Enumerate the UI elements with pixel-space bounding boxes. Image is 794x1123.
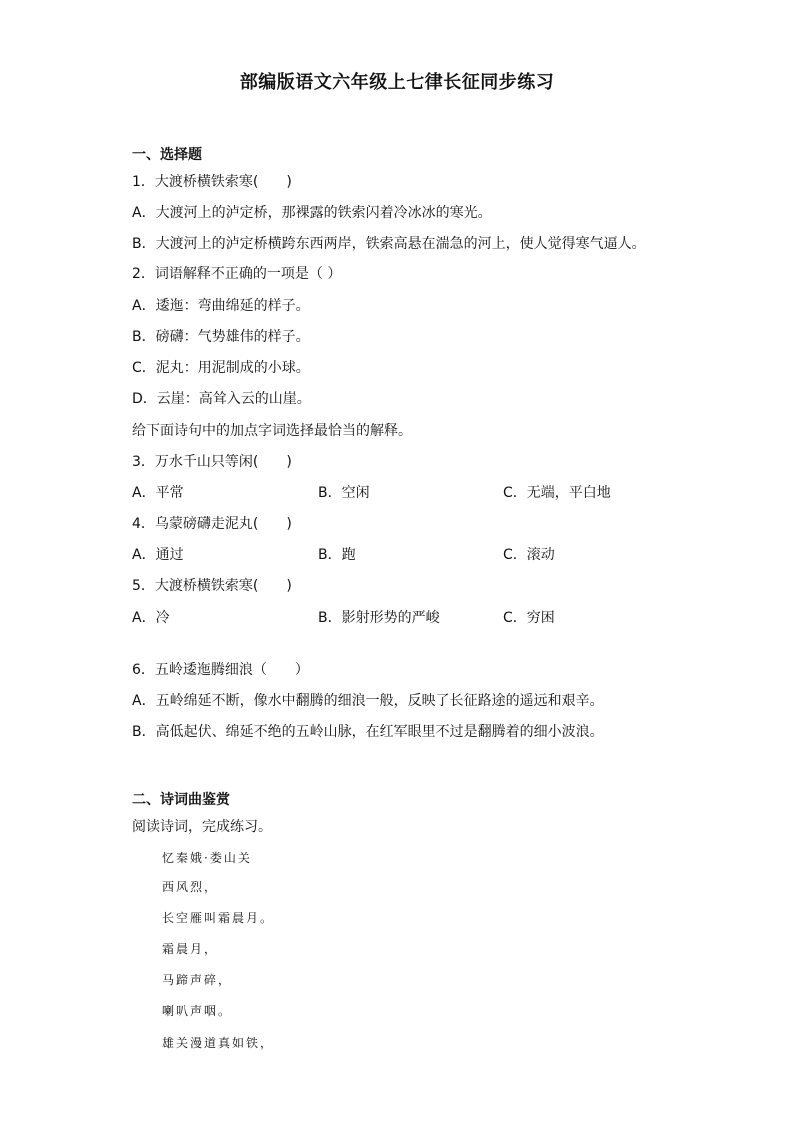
question-3-stem: 3．万水千山只等闲( )	[132, 454, 292, 470]
poem-line: 喇叭声咽。	[162, 1004, 233, 1018]
question-3-option-a: A．平常	[132, 485, 184, 501]
poem-line: 霜晨月，	[162, 942, 219, 956]
poem-line: 马蹄声碎，	[162, 973, 233, 987]
poem-line: 西风烈，	[162, 880, 219, 894]
question-5-option-a: A．冷	[132, 610, 170, 626]
question-4-option-a: A．通过	[132, 547, 184, 563]
question-5-stem: 5．大渡桥横铁索寒( )	[132, 578, 292, 594]
section-heading-choice: 一、选择题	[132, 147, 202, 163]
question-4-stem: 4．乌蒙磅礴走泥丸( )	[132, 516, 292, 532]
question-1-stem: 1．大渡桥横铁索寒( )	[132, 174, 292, 190]
question-6-stem: 6．五岭逶迤腾细浪（ ）	[132, 662, 309, 678]
question-3-option-b: B．空闲	[318, 485, 370, 501]
question-2-option-d: D．云崖：高耸入云的山崖。	[132, 391, 311, 407]
question-2-option-c: C．泥丸：用泥制成的小球。	[132, 360, 310, 376]
question-1-option-a: A．大渡河上的泸定桥，那裸露的铁索闪着冷冰冰的寒光。	[132, 205, 492, 221]
question-1-option-b: B．大渡河上的泸定桥横跨东西两岸，铁索高悬在湍急的河上，使人觉得寒气逼人。	[132, 236, 646, 252]
question-3-option-c: C．无端，平白地	[503, 485, 611, 501]
question-4-option-b: B．跑	[318, 547, 356, 563]
question-5-option-c: C．穷困	[503, 610, 555, 626]
poem-title: 忆秦娥·娄山关	[162, 851, 252, 865]
question-6-option-b: B．高低起伏、绵延不绝的五岭山脉，在红军眼里不过是翻腾着的细小波浪。	[132, 724, 604, 740]
instruction-text: 给下面诗句中的加点字词选择最恰当的解释。	[132, 423, 412, 439]
poem-line: 长空雁叫霜晨月。	[162, 911, 275, 925]
question-6-option-a: A．五岭绵延不断，像水中翻腾的细浪一般，反映了长征路途的遥远和艰辛。	[132, 693, 604, 709]
section-heading-poetry: 二、诗词曲鉴赏	[132, 792, 230, 808]
poetry-instruction: 阅读诗词，完成练习。	[132, 819, 272, 835]
question-2-option-a: A．逶迤：弯曲绵延的样子。	[132, 298, 310, 314]
question-2-stem: 2．词语解释不正确的一项是（ ）	[132, 266, 342, 282]
poem-line: 雄关漫道真如铁，	[162, 1036, 275, 1050]
question-4-option-c: C．滚动	[503, 547, 555, 563]
document-title: 部编版语文六年级上七律长征同步练习	[239, 72, 555, 93]
question-2-option-b: B．磅礴：气势雄伟的样子。	[132, 329, 310, 345]
question-5-option-b: B．影射形势的严峻	[318, 610, 440, 626]
